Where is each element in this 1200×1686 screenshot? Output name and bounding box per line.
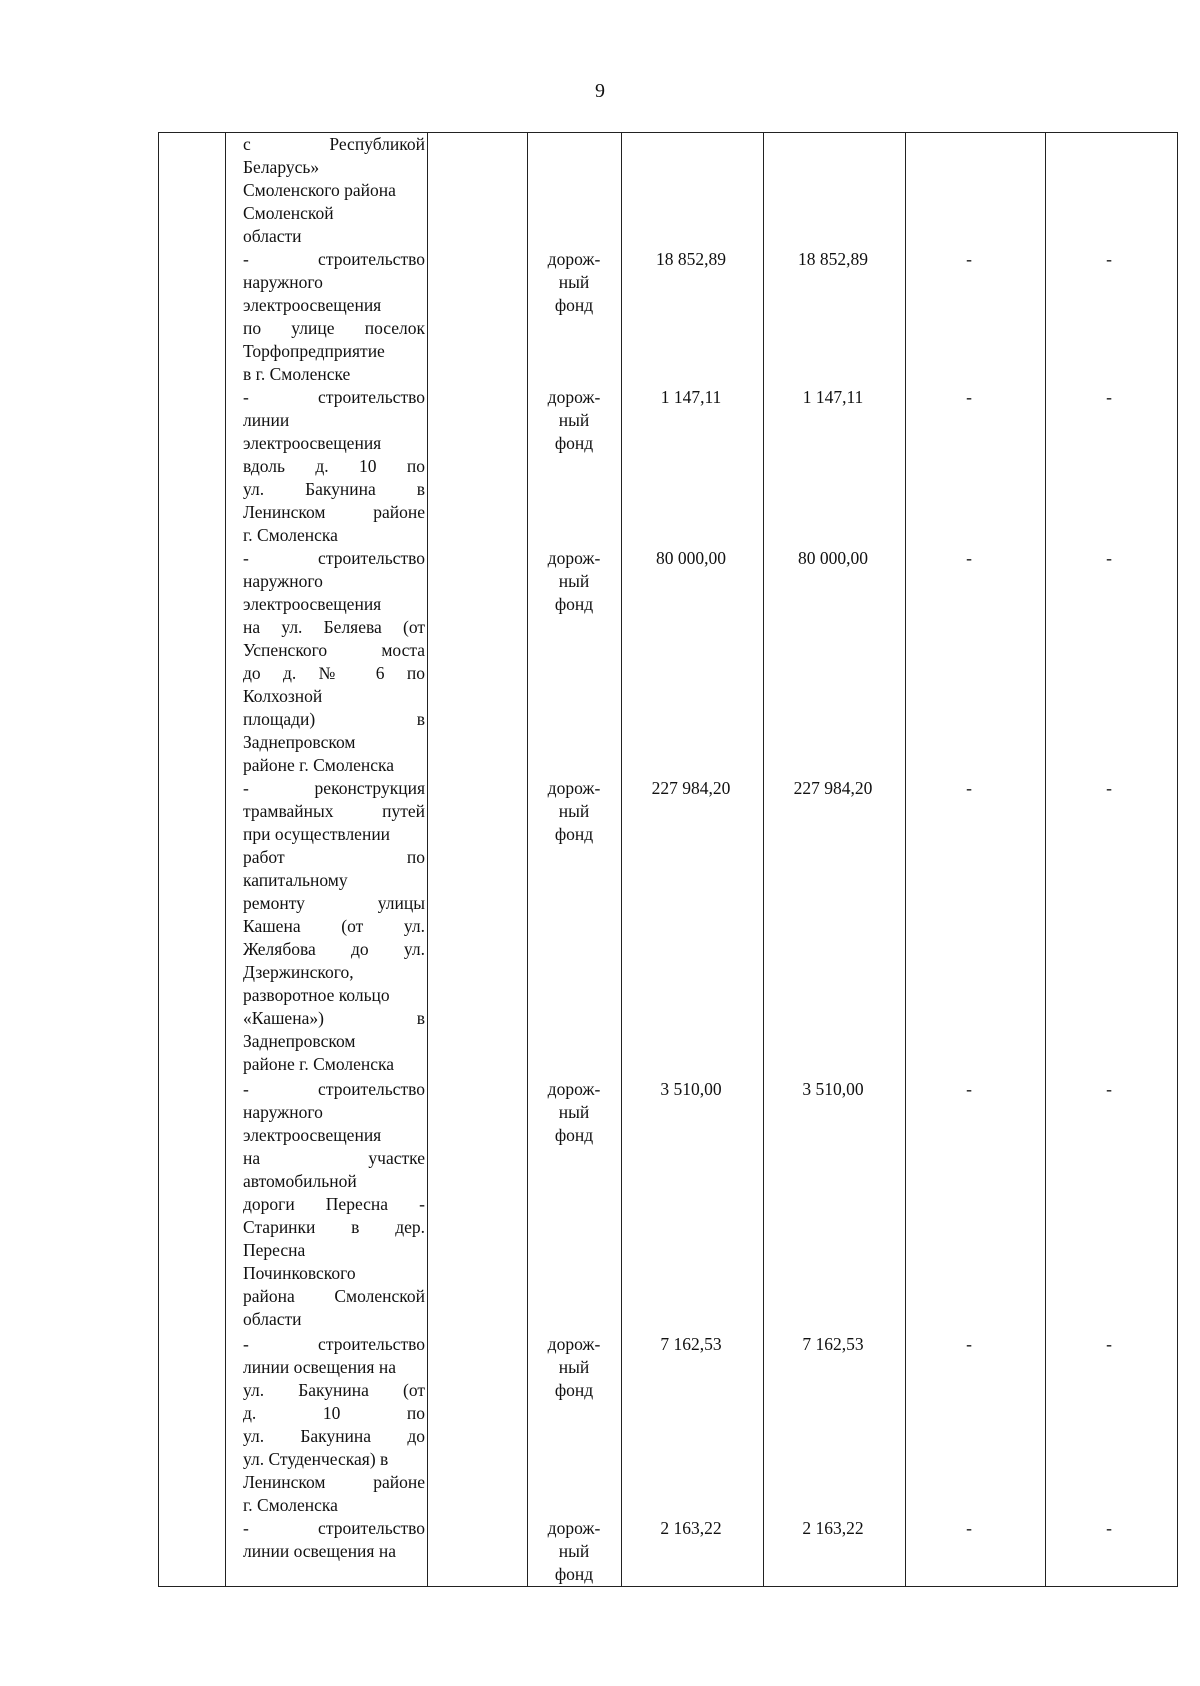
- column-divider: [225, 133, 226, 1586]
- empty-value: -: [1106, 1518, 1112, 1538]
- object-description: [243, 777, 425, 1076]
- empty-value: -: [1106, 778, 1112, 798]
- description-line: электроосвещения: [243, 295, 382, 315]
- empty-value: -: [966, 1518, 972, 1538]
- description-line: Смоленской: [243, 203, 334, 223]
- description-line: на ул. Беляева (от: [243, 617, 425, 637]
- description-line: Старинки в дер.: [243, 1217, 425, 1237]
- funding-source: [529, 248, 619, 317]
- description-line: Починковского: [243, 1263, 356, 1283]
- description-line: по улице поселок: [243, 318, 425, 338]
- description-line: «Кашена») в: [243, 1008, 425, 1028]
- budget-amount: 3 510,00: [802, 1079, 864, 1099]
- description-line: вдоль д. 10 по: [243, 456, 425, 476]
- column-divider: [905, 133, 906, 1586]
- description-line: линии освещения на: [243, 1357, 396, 1377]
- column-divider: [527, 133, 528, 1586]
- description-line: ул. Бакунина в: [243, 479, 425, 499]
- funding-source-line: ный: [558, 1541, 590, 1561]
- empty-value: -: [1106, 249, 1112, 269]
- empty-value: -: [1106, 387, 1112, 407]
- funding-source-line: ный: [558, 272, 590, 292]
- funding-source: [529, 1333, 619, 1402]
- description-line: работ по: [243, 847, 425, 867]
- description-line: области: [243, 226, 302, 246]
- empty-value: -: [966, 778, 972, 798]
- object-description: [243, 1078, 425, 1331]
- description-line: до д. № 6 по: [243, 663, 425, 683]
- budget-amount: 18 852,89: [798, 249, 868, 269]
- description-line: Ленинском районе: [243, 502, 425, 522]
- description-line: с Республикой: [243, 134, 425, 154]
- budget-amount: 7 162,53: [802, 1334, 864, 1354]
- funding-source: [529, 1078, 619, 1147]
- funding-source-line: дорож-: [547, 778, 601, 798]
- description-line: Заднепровском: [243, 732, 356, 752]
- description-line: линии освещения на: [243, 1541, 396, 1561]
- funding-source-line: дорож-: [547, 249, 601, 269]
- description-line: дороги Пересна -: [243, 1194, 425, 1214]
- description-line: Колхозной: [243, 686, 323, 706]
- column-divider: [1045, 133, 1046, 1586]
- description-line: Беларусь»: [243, 157, 320, 177]
- funding-source: [529, 547, 619, 616]
- description-line: в г. Смоленске: [243, 364, 351, 384]
- total-amount: 7 162,53: [660, 1334, 722, 1354]
- budget-amount: 2 163,22: [802, 1518, 864, 1538]
- budget-amount: 1 147,11: [802, 387, 864, 407]
- description-line: площади) в: [243, 709, 425, 729]
- description-line: - строительство: [243, 1079, 425, 1099]
- funding-source: [529, 777, 619, 846]
- description-line: капитальному: [243, 870, 348, 890]
- funding-source-line: фонд: [554, 1125, 594, 1145]
- description-line: - строительство: [243, 1518, 425, 1538]
- description-line: автомобильной: [243, 1171, 357, 1191]
- empty-value: -: [966, 548, 972, 568]
- total-amount: 2 163,22: [660, 1518, 722, 1538]
- description-line: наружного: [243, 272, 323, 292]
- description-line: - строительство: [243, 1334, 425, 1354]
- funding-source-line: фонд: [554, 295, 594, 315]
- funding-source: [529, 1517, 619, 1586]
- total-amount: 18 852,89: [656, 249, 726, 269]
- funding-source-line: ный: [558, 1102, 590, 1122]
- empty-value: -: [966, 249, 972, 269]
- description-line: Заднепровском: [243, 1031, 356, 1051]
- description-line: ул. Бакунина до: [243, 1426, 425, 1446]
- budget-amount: 227 984,20: [793, 778, 873, 798]
- total-amount: 3 510,00: [660, 1079, 722, 1099]
- column-divider: [427, 133, 428, 1586]
- funding-source: [529, 386, 619, 455]
- description-line: Торфопредприятие: [243, 341, 385, 361]
- object-description: [243, 547, 425, 777]
- description-line: трамвайных путей: [243, 801, 425, 821]
- empty-value: -: [966, 1079, 972, 1099]
- funding-source-line: фонд: [554, 594, 594, 614]
- budget-amount: 80 000,00: [798, 548, 868, 568]
- object-description: [243, 248, 425, 386]
- description-line: Пересна: [243, 1240, 306, 1260]
- funding-source-line: фонд: [554, 1564, 594, 1584]
- empty-value: -: [1106, 1079, 1112, 1099]
- description-line: линии: [243, 410, 290, 430]
- description-line: на участке: [243, 1148, 425, 1168]
- description-line: Успенского моста: [243, 640, 425, 660]
- funding-source-line: фонд: [554, 1380, 594, 1400]
- funding-source-line: дорож-: [547, 1518, 601, 1538]
- description-line: Кашена (от ул.: [243, 916, 425, 936]
- empty-value: -: [1106, 1334, 1112, 1354]
- description-line: наружного: [243, 571, 323, 591]
- object-description: [243, 1333, 425, 1517]
- funding-source-line: ный: [558, 410, 590, 430]
- empty-value: -: [966, 1334, 972, 1354]
- description-line: - строительство: [243, 249, 425, 269]
- description-line: Дзержинского,: [243, 962, 354, 982]
- object-description: [243, 133, 425, 248]
- description-line: - строительство: [243, 387, 425, 407]
- description-line: области: [243, 1309, 302, 1329]
- description-line: ул. Бакунина (от: [243, 1380, 425, 1400]
- total-amount: 1 147,11: [660, 387, 722, 407]
- description-line: ремонту улицы: [243, 893, 425, 913]
- description-line: Ленинском районе: [243, 1472, 425, 1492]
- funding-source-line: дорож-: [547, 387, 601, 407]
- funding-source-line: дорож-: [547, 1334, 601, 1354]
- object-description: [243, 1517, 425, 1563]
- description-line: разворотное кольцо: [243, 985, 390, 1005]
- description-line: районе г. Смоленска: [243, 755, 394, 775]
- description-line: при осуществлении: [243, 824, 391, 844]
- funding-source-line: фонд: [554, 824, 594, 844]
- description-line: района Смоленской: [243, 1286, 425, 1306]
- funding-source-line: фонд: [554, 433, 594, 453]
- description-line: - реконструкция: [243, 778, 425, 798]
- funding-source-line: дорож-: [547, 548, 601, 568]
- description-line: - строительство: [243, 548, 425, 568]
- empty-value: -: [966, 387, 972, 407]
- description-line: д. 10 по: [243, 1403, 425, 1423]
- funding-source-line: дорож-: [547, 1079, 601, 1099]
- funding-source-line: ный: [558, 801, 590, 821]
- description-line: электроосвещения: [243, 433, 382, 453]
- description-line: ул. Студенческая) в: [243, 1449, 389, 1469]
- column-divider: [763, 133, 764, 1586]
- description-line: районе г. Смоленска: [243, 1054, 394, 1074]
- budget-table: [158, 132, 1178, 1587]
- object-description: [243, 386, 425, 547]
- description-line: электроосвещения: [243, 1125, 382, 1145]
- funding-source-line: ный: [558, 1357, 590, 1377]
- total-amount: 227 984,20: [651, 778, 731, 798]
- column-divider: [621, 133, 622, 1586]
- funding-source-line: ный: [558, 571, 590, 591]
- total-amount: 80 000,00: [656, 548, 726, 568]
- description-line: Желябова до ул.: [243, 939, 425, 959]
- empty-value: -: [1106, 548, 1112, 568]
- page-number: 9: [595, 80, 605, 102]
- description-line: электроосвещения: [243, 594, 382, 614]
- description-line: г. Смоленска: [243, 1495, 338, 1515]
- description-line: Смоленского района: [243, 180, 396, 200]
- description-line: г. Смоленска: [243, 525, 338, 545]
- description-line: наружного: [243, 1102, 323, 1122]
